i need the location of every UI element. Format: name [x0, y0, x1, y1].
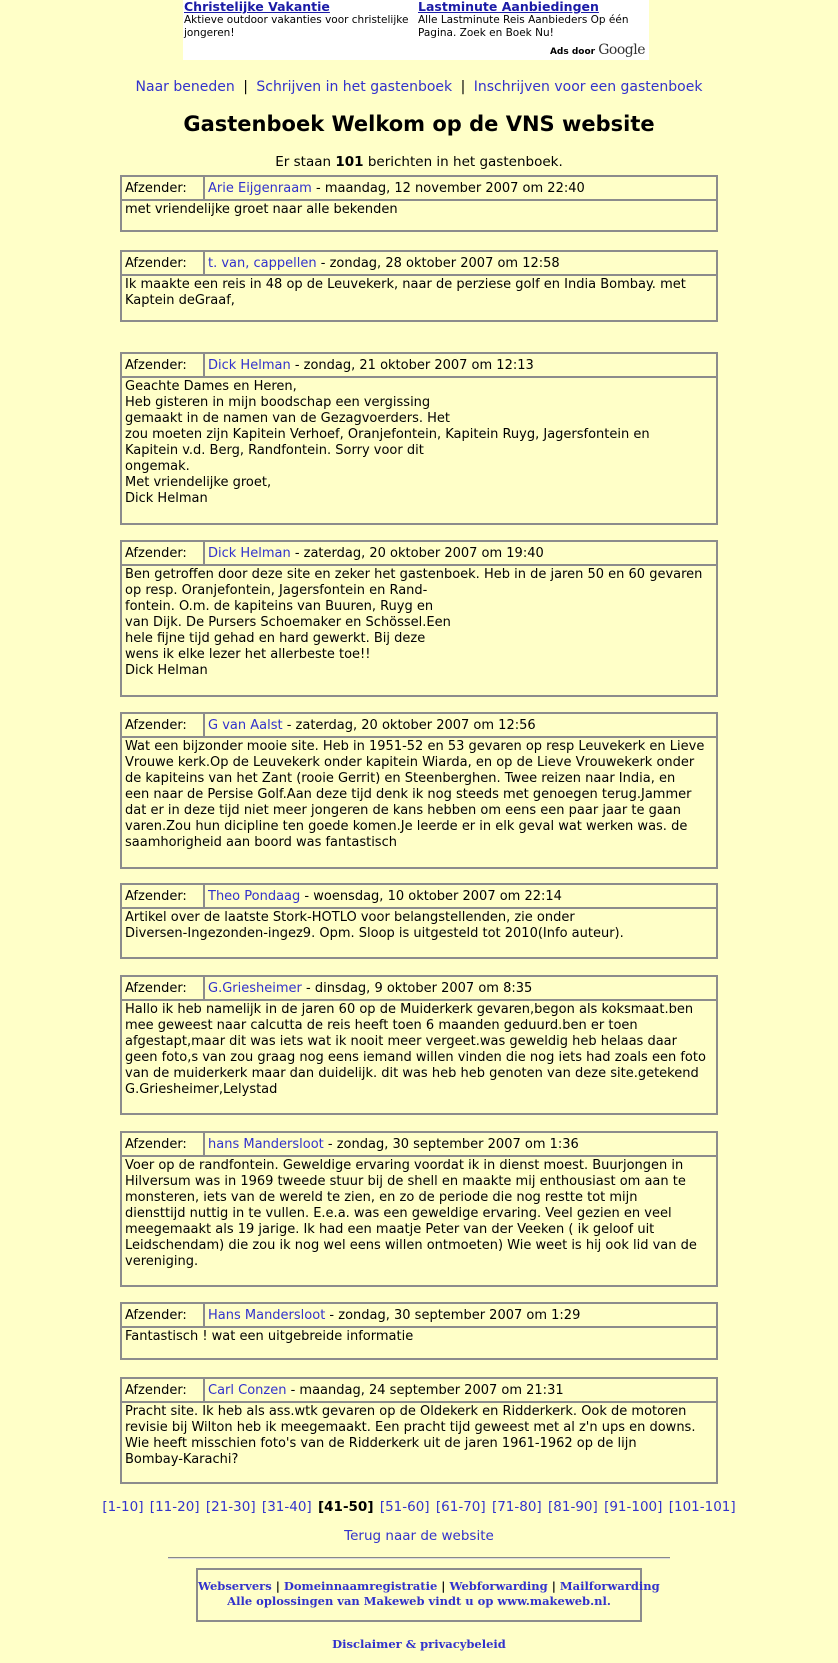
nav-register-link[interactable]: Inschrijven voor een gastenboek: [473, 79, 703, 95]
sender-label: Afzender:: [122, 252, 205, 274]
entry-date: - zondag, 30 september 2007 om 1:36: [323, 1136, 579, 1152]
sender-name-link[interactable]: G van Aalst: [208, 717, 283, 733]
sender-label: Afzender:: [122, 542, 205, 564]
entry-message: Artikel over de laatste Stork-HOTLO voor belangstellenden, zie onder Diversen-Ingezonden-ingez9. Opm. Sloop is uitgesteld tot 2010(Info auteur).: [125, 910, 624, 941]
pagination: [0, 1499, 838, 1515]
entry-header: [122, 977, 716, 1001]
entry-date: - zondag, 21 oktober 2007 om 12:13: [290, 357, 534, 373]
entry-info: [205, 181, 585, 196]
entry-date: - zaterdag, 20 oktober 2007 om 19:40: [290, 545, 544, 561]
sender-name-link[interactable]: Hans Mandersloot: [208, 1307, 326, 1323]
top-navigation: [0, 79, 838, 95]
ad-right[interactable]: [418, 0, 643, 40]
sender-label: Afzender:: [122, 1304, 205, 1326]
sender-name-link[interactable]: Dick Helman: [208, 545, 291, 561]
footer-links: [198, 1579, 660, 1593]
ad-left-title[interactable]: Christelijke Vakantie: [184, 0, 330, 14]
entry-info: [205, 256, 560, 271]
ad-banner: [183, 0, 649, 60]
entry-header: [122, 354, 716, 378]
entry-date: - zondag, 28 oktober 2007 om 12:58: [316, 255, 560, 271]
entry-header: [122, 1133, 716, 1157]
ad-left[interactable]: [184, 0, 409, 40]
count-post: berichten in het gastenboek.: [363, 154, 563, 170]
page-link-1-10[interactable]: [1-10]: [102, 1499, 144, 1515]
page-link-101-101[interactable]: [101-101]: [668, 1499, 736, 1515]
entry-info: [205, 889, 562, 904]
entry-info: [205, 1383, 564, 1398]
page-link-81-90[interactable]: [81-90]: [548, 1499, 598, 1515]
entry-message: Pracht site. Ik heb als ass.wtk gevaren op de Oldekerk en Ridderkerk. Ook de motoren revisie bij Wilton heb ik meegemaakt. Een pracht tijd geweest met al z'n ups en downs. Wie heeft misschien foto's van de Ridderkerk uit de jaren 1961-1962 op de lijn Bombay-Karachi?: [125, 1404, 696, 1467]
sender-name-link[interactable]: G.Griesheimer: [208, 980, 302, 996]
footer-link-webforwarding[interactable]: Webforwarding: [449, 1579, 548, 1593]
sender-name-link[interactable]: t. van, cappellen: [208, 255, 317, 271]
footer-link-mailforwarding[interactable]: Mailforwarding: [559, 1579, 660, 1593]
entry-date: - maandag, 12 november 2007 om 22:40: [311, 180, 585, 196]
ad-right-text: Alle Lastminute Reis Aanbieders Op één Pagina. Zoek en Boek Nu!: [418, 14, 629, 39]
guestbook-entry: [120, 1302, 718, 1360]
page-link-61-70[interactable]: [61-70]: [435, 1499, 486, 1515]
entry-header: [122, 177, 716, 201]
ad-left-text: Aktieve outdoor vakanties voor christelijke jongeren!: [184, 14, 409, 39]
google-logo: Google: [598, 42, 645, 58]
page-link-51-60[interactable]: [51-60]: [379, 1499, 430, 1515]
entry-date: - dinsdag, 9 oktober 2007 om 8:35: [301, 980, 533, 996]
entry-header: [122, 1379, 716, 1403]
disclaimer-row: [0, 1637, 838, 1651]
guestbook-entry: [120, 540, 718, 697]
guestbook-entry: [120, 712, 718, 869]
back-to-website-link[interactable]: Terug naar de website: [344, 1528, 494, 1544]
sender-name-link[interactable]: Arie Eijgenraam: [208, 180, 312, 196]
footer-tagline[interactable]: Alle oplossingen van Makeweb vindt u op www.makeweb.nl.: [227, 1594, 611, 1608]
footer-separator: |: [441, 1579, 446, 1593]
guestbook-entry: [120, 975, 718, 1115]
ads-by-label: Ads door: [549, 47, 596, 57]
nav-separator: |: [243, 79, 248, 95]
sender-name-link[interactable]: hans Mandersloot: [208, 1136, 324, 1152]
sender-label: Afzender:: [122, 885, 205, 907]
sender-label: Afzender:: [122, 1379, 205, 1401]
sender-label: Afzender:: [122, 177, 205, 199]
entry-info: [205, 1308, 580, 1323]
entry-message: Hallo ik heb namelijk in de jaren 60 op de Muiderkerk gevaren,begon als koksmaat.ben mee geweest naar calcutta de reis heeft toen 6 maanden geduurd.ben er toen afgestapt,maar dit was iets wat ik nooit meer vergeet.was geweldig heb helaas daar geen foto,s van zou graag nog eens iemand willen vinden die nog iets had zoals een foto van de muiderkerk maar dan duidelijk. dit was heb heb genoten van deze site.getekend G.Griesheimer,Lelystad: [125, 1002, 706, 1097]
guestbook-entry: [120, 1131, 718, 1287]
entry-date: - zaterdag, 20 oktober 2007 om 12:56: [282, 717, 536, 733]
entry-header: [122, 714, 716, 738]
entry-info: [205, 981, 532, 996]
entry-message: met vriendelijke groet naar alle bekenden: [125, 202, 398, 217]
page-current: [41-50]: [317, 1499, 374, 1515]
disclaimer-link[interactable]: Disclaimer & privacybeleid: [332, 1637, 506, 1651]
page-link-71-80[interactable]: [71-80]: [491, 1499, 542, 1515]
page-link-21-30[interactable]: [21-30]: [205, 1499, 256, 1515]
entry-header: [122, 1304, 716, 1328]
divider: [168, 1557, 670, 1559]
entry-header: [122, 885, 716, 909]
sender-name-link[interactable]: Theo Pondaag: [208, 888, 301, 904]
guestbook-entry: [120, 175, 718, 232]
entry-header: [122, 252, 716, 276]
entry-message: Geachte Dames en Heren, Heb gisteren in mijn boodschap een vergissing gemaakt in de namen van de Gezagvoerders. Het zou moeten zijn Kapitein Verhoef, Oranjefontein, Kapitein Ruyg, Jagersfontein en Kapitein v.d. Berg, Randfontein. Sorry voor dit ongemak. Met vriendelijke groet, Dick Helman: [125, 379, 650, 506]
sender-label: Afzender:: [122, 714, 205, 736]
sender-name-link[interactable]: Dick Helman: [208, 357, 291, 373]
page-link-91-100[interactable]: [91-100]: [604, 1499, 663, 1515]
entry-message: Wat een bijzonder mooie site. Heb in 1951-52 en 53 gevaren op resp Leuvekerk en Lieve Vrouwe kerk.Op de Leuvekerk onder kapitein Wiarda, en op de Lieve Vrouwekerk onder de kapiteins van het Zant (rooie Gerrit) en Steenberghen. Twee reizen naar India, en een naar de Persise Golf.Aan deze tijd denk ik nog steeds met genoegen terug.Jammer dat er in deze tijd niet meer jongeren de kans hebben om eens een paar jaar te gaan varen.Zou hun dicipline ten goede komen.Je leerde er in elk geval wat werken was. de saamhorigheid aan boord was fantastisch: [125, 739, 705, 850]
entry-info: [205, 546, 544, 561]
entry-message: Voer op de randfontein. Geweldige ervaring voordat ik in dienst moest. Buurjongen in Hilversum was in 1969 tweede stuur bij de shell en maakte mij enthousiast om aan te monsteren, iets van de wereld te zien, en zo de periode die nog restte tot mijn diensttijd nuttig in te vullen. E.e.a. was een geweldige ervaring. Veel gezien en veel meegemaakt als 19 jarige. Ik had een maatje Peter van der Veeken ( ik geloof uit Leidschendam) die zou ik nog wel eens willen ontmoeten) Wie weet is hij ook lid van de vereniging.: [125, 1158, 697, 1269]
entry-date: - maandag, 24 september 2007 om 21:31: [286, 1382, 564, 1398]
entry-message: Ik maakte een reis in 48 op de Leuvekerk, naar de perziese golf en India Bombay. met Kaptein deGraaf,: [125, 277, 686, 308]
guestbook-entry: [120, 1377, 718, 1484]
entry-info: [205, 358, 534, 373]
guestbook-entry: [120, 250, 718, 322]
nav-write-link[interactable]: Schrijven in het gastenboek: [256, 79, 453, 95]
sender-label: Afzender:: [122, 1133, 205, 1155]
count-number: 101: [335, 154, 364, 170]
entry-message: Ben getroffen door deze site en zeker het gastenboek. Heb in de jaren 50 en 60 gevaren op resp. Oranjefontein, Jagersfontein en Rand- fontein. O.m. de kapiteins van Buuren, Ruyg en van Dijk. De Pursers Schoemaker en Schössel.Een hele fijne tijd gehad en hard gewerkt. Bij deze wens ik elke lezer het allerbeste toe!! Dick Helman: [125, 567, 703, 678]
sender-label: Afzender:: [122, 354, 205, 376]
sender-label: Afzender:: [122, 977, 205, 999]
page-link-31-40[interactable]: [31-40]: [261, 1499, 312, 1515]
footer-link-webservers[interactable]: Webservers: [198, 1579, 272, 1593]
nav-down-link[interactable]: Naar beneden: [135, 79, 235, 95]
entry-message: Fantastisch ! wat een uitgebreide informatie: [125, 1329, 414, 1344]
entry-info: [205, 1137, 579, 1152]
entry-date: - zondag, 30 september 2007 om 1:29: [325, 1307, 581, 1323]
guestbook-entry: [120, 883, 718, 959]
entry-header: [122, 542, 716, 566]
footer-separator: |: [551, 1579, 556, 1593]
ads-by-google[interactable]: [550, 42, 645, 58]
footer-link-domeinnaam[interactable]: Domeinnaamregistratie: [283, 1579, 438, 1593]
guestbook-entry: [120, 352, 718, 525]
makeweb-footer: [196, 1568, 660, 1622]
entry-info: [205, 718, 536, 733]
back-link-row: [0, 1528, 838, 1544]
sender-name-link[interactable]: Carl Conzen: [208, 1382, 287, 1398]
footer-separator: |: [275, 1579, 280, 1593]
count-pre: Er staan: [275, 154, 336, 170]
entry-date: - woensdag, 10 oktober 2007 om 22:14: [300, 888, 562, 904]
message-count: [0, 154, 838, 170]
ad-right-title[interactable]: Lastminute Aanbiedingen: [418, 0, 599, 14]
page-title: Gastenboek Welkom op de VNS website: [183, 112, 655, 136]
nav-separator: |: [460, 79, 466, 95]
page-link-11-20[interactable]: [11-20]: [149, 1499, 200, 1515]
